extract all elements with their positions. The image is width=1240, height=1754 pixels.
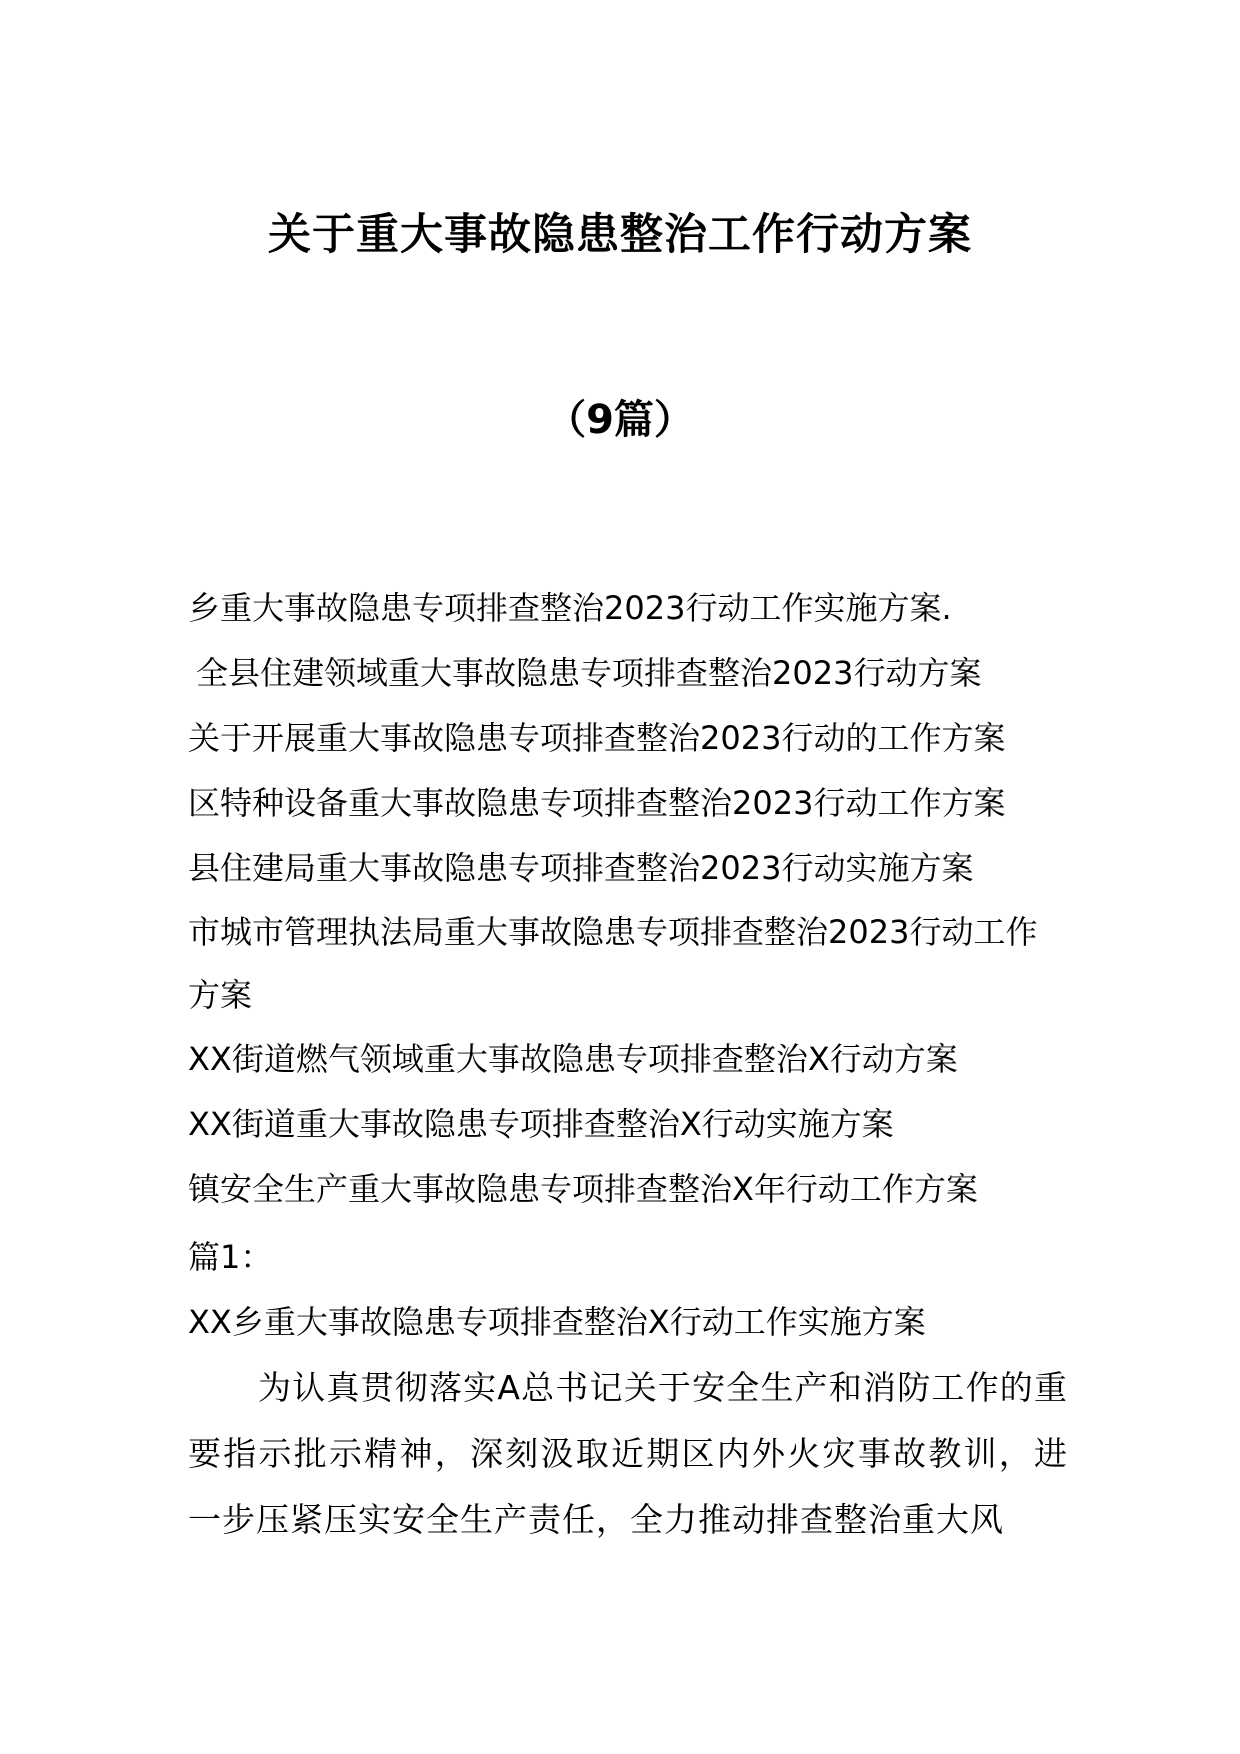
- toc-item: 区特种设备重大事故隐患专项排查整治2023行动工作方案: [188, 784, 1006, 822]
- toc-item: 关于开展重大事故隐患专项排查整治2023行动的工作方案: [188, 719, 1006, 757]
- toc-item: 全县住建领域重大事故隐患专项排查整治2023行动方案: [196, 654, 982, 692]
- toc-item: 乡重大事故隐患专项排查整治2023行动工作实施方案.: [188, 589, 952, 627]
- toc-item: XX街道燃气领域重大事故隐患专项排查整治X行动方案: [188, 1040, 958, 1078]
- section-body: [188, 1225, 1068, 1553]
- toc-item: XX街道重大事故隐患专项排查整治X行动实施方案: [188, 1105, 894, 1143]
- body-paragraph: 为认真贯彻落实A总书记关于安全生产和消防工作的重要指示批示精神，深刻汲取近期区内外火灾事故教训，进一步压紧压实安全生产责任，全力推动排查整治重大风: [188, 1368, 1068, 1539]
- toc-item: 市城市管理执法局重大事故隐患专项排查整治2023行动工作方案: [188, 913, 1038, 1014]
- document-subtitle: （9篇）: [546, 397, 694, 443]
- toc-item: 镇安全生产重大事故隐患专项排查整治X年行动工作方案: [188, 1170, 978, 1208]
- document-title: 关于重大事故隐患整治工作行动方案: [268, 210, 972, 260]
- table-of-contents: [188, 576, 1068, 1222]
- section-label: 篇1：: [188, 1238, 273, 1276]
- section-title: XX乡重大事故隐患专项排查整治X行动工作实施方案: [188, 1303, 926, 1341]
- toc-item: 县住建局重大事故隐患专项排查整治2023行动实施方案: [188, 849, 974, 887]
